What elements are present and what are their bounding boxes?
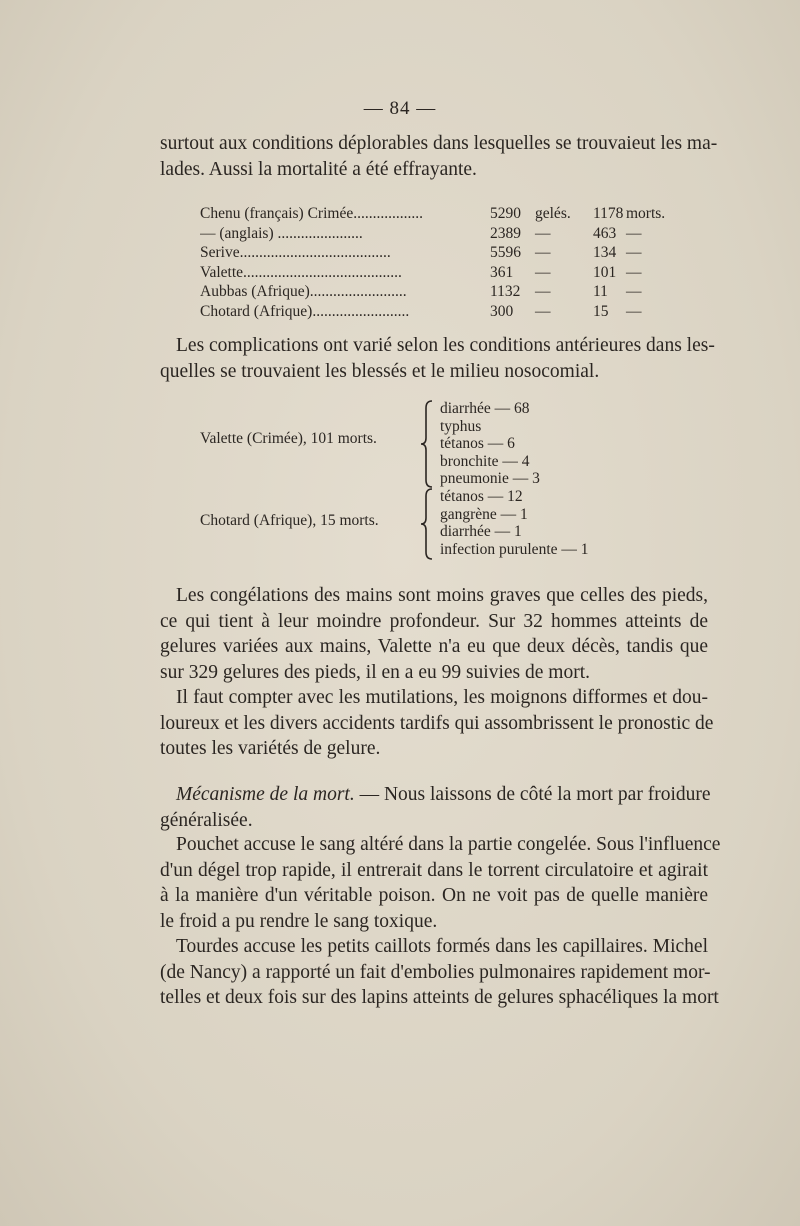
frozen-unit: —: [535, 224, 551, 242]
list-item: diarrhée — 68: [440, 400, 530, 417]
cause-list: [440, 400, 540, 488]
source-name: Chotard (Afrique).........................: [200, 302, 410, 320]
list-item: bronchite — 4: [440, 452, 530, 470]
text-line: généralisée.: [160, 809, 253, 831]
death-unit: morts.: [626, 205, 666, 222]
page-number: — 84 —: [363, 98, 437, 119]
text-line: d'un dégel trop rapide, il entrerait dans le torrent circulatoire et agirait: [160, 859, 708, 881]
group-label: Valette (Crimée), 101 morts.: [200, 430, 377, 447]
text-line: telles et deux fois sur des lapins atteints de gelures sphacéliques la mort: [160, 987, 719, 1008]
text-line: quelles se trouvaient les blessés et le milieu nosocomial.: [160, 360, 600, 382]
frozen-count: 5290: [490, 205, 521, 222]
text-line: Les congélations des mains sont moins graves que celles des pieds,: [176, 585, 708, 606]
list-item: tétanos — 6: [440, 435, 515, 453]
frozen-count: 361: [490, 263, 514, 281]
cause-list: [440, 488, 589, 558]
text-line: sur 329 gelures des pieds, il en a eu 99 suivies de mort.: [160, 661, 590, 683]
text-line: toutes les variétés de gelure.: [160, 738, 381, 759]
heading-rest: — Nous laissons de côté la mort par froidure: [354, 784, 711, 805]
list-item: diarrhée — 1: [440, 523, 522, 541]
mutilation-paragraph: [160, 685, 714, 762]
death-count: 15: [593, 302, 609, 320]
frozen-unit: —: [535, 244, 551, 262]
source-name: Valette.........................................: [200, 263, 402, 281]
frozen-unit: —: [535, 302, 551, 320]
frozen-count: 300: [490, 302, 514, 320]
text-line: ce qui tient à leur moindre profondeur. Sur 32 hommes atteints de: [160, 610, 708, 632]
list-item: gangrène — 1: [440, 505, 528, 523]
text-line: le froid a pu rendre le sang toxique.: [160, 910, 438, 932]
death-count: 134: [593, 244, 617, 262]
frozen-unit: gelés.: [535, 205, 571, 222]
source-name: Serive.......................................: [200, 244, 391, 262]
text-line: Il faut compter avec les mutilations, les moignons difformes et dou-: [176, 687, 708, 708]
death-unit: —: [626, 283, 642, 301]
source-name: Chenu (français) Crimée..................: [200, 205, 423, 222]
source-name: Aubbas (Afrique).........................: [200, 283, 407, 301]
text-line: à la manière d'un véritable poison. On ne voit pas de quelle manière: [160, 885, 708, 906]
frozen-count: 2389: [490, 224, 521, 242]
death-count: 463: [593, 224, 617, 242]
death-unit: —: [626, 224, 642, 242]
death-count: 1178: [593, 205, 624, 222]
text-line: Les complications ont varié selon les conditions antérieures dans les-: [176, 335, 715, 356]
complications-paragraph: [160, 333, 715, 384]
source-name: — (anglais) ......................: [200, 224, 363, 242]
death-count: 11: [593, 283, 608, 301]
death-unit: —: [626, 302, 642, 320]
left-brace-icon: [420, 488, 434, 560]
left-brace-icon: [420, 400, 434, 488]
text-line: Tourdes accuse les petits caillots formés dans les capillaires. Michel: [176, 936, 708, 957]
frozen-unit: —: [535, 283, 551, 301]
pouchet-paragraph: [160, 832, 721, 934]
text-line: gelures variées aux mains, Valette n'a eu que deux décès, tandis que: [160, 636, 708, 657]
text-line: [160, 782, 711, 808]
frozen-count: 5596: [490, 244, 521, 262]
list-item: tétanos — 12: [440, 488, 523, 505]
frozen-count: 1132: [490, 283, 521, 301]
death-unit: —: [626, 244, 642, 262]
section-heading: Mécanisme de la mort.: [176, 784, 355, 805]
death-unit: —: [626, 263, 642, 281]
group-label: Chotard (Afrique), 15 morts.: [200, 512, 379, 529]
text-line: (de Nancy) a rapporté un fait d'embolies pulmonaires rapidement mor-: [160, 961, 711, 983]
list-item: infection purulente — 1: [440, 540, 589, 558]
mecanisme-paragraph: [160, 782, 711, 833]
tourdes-paragraph: [160, 934, 719, 1011]
text-line: Pouchet accuse le sang altéré dans la partie congelée. Sous l'influence: [176, 834, 721, 855]
text-line: loureux et les divers accidents tardifs qui assombrissent le pronostic de: [160, 712, 714, 734]
frozen-unit: —: [535, 263, 551, 281]
text-line: lades. Aussi la mortalité a été effrayante.: [160, 158, 477, 180]
list-item: typhus: [440, 417, 482, 435]
congelation-paragraph: [160, 583, 708, 685]
list-item: pneumonie — 3: [440, 470, 540, 488]
text-line: surtout aux conditions déplorables dans lesquelles se trouvaieut les ma-: [160, 133, 718, 154]
death-count: 101: [593, 263, 617, 281]
intro-paragraph: [160, 131, 718, 182]
